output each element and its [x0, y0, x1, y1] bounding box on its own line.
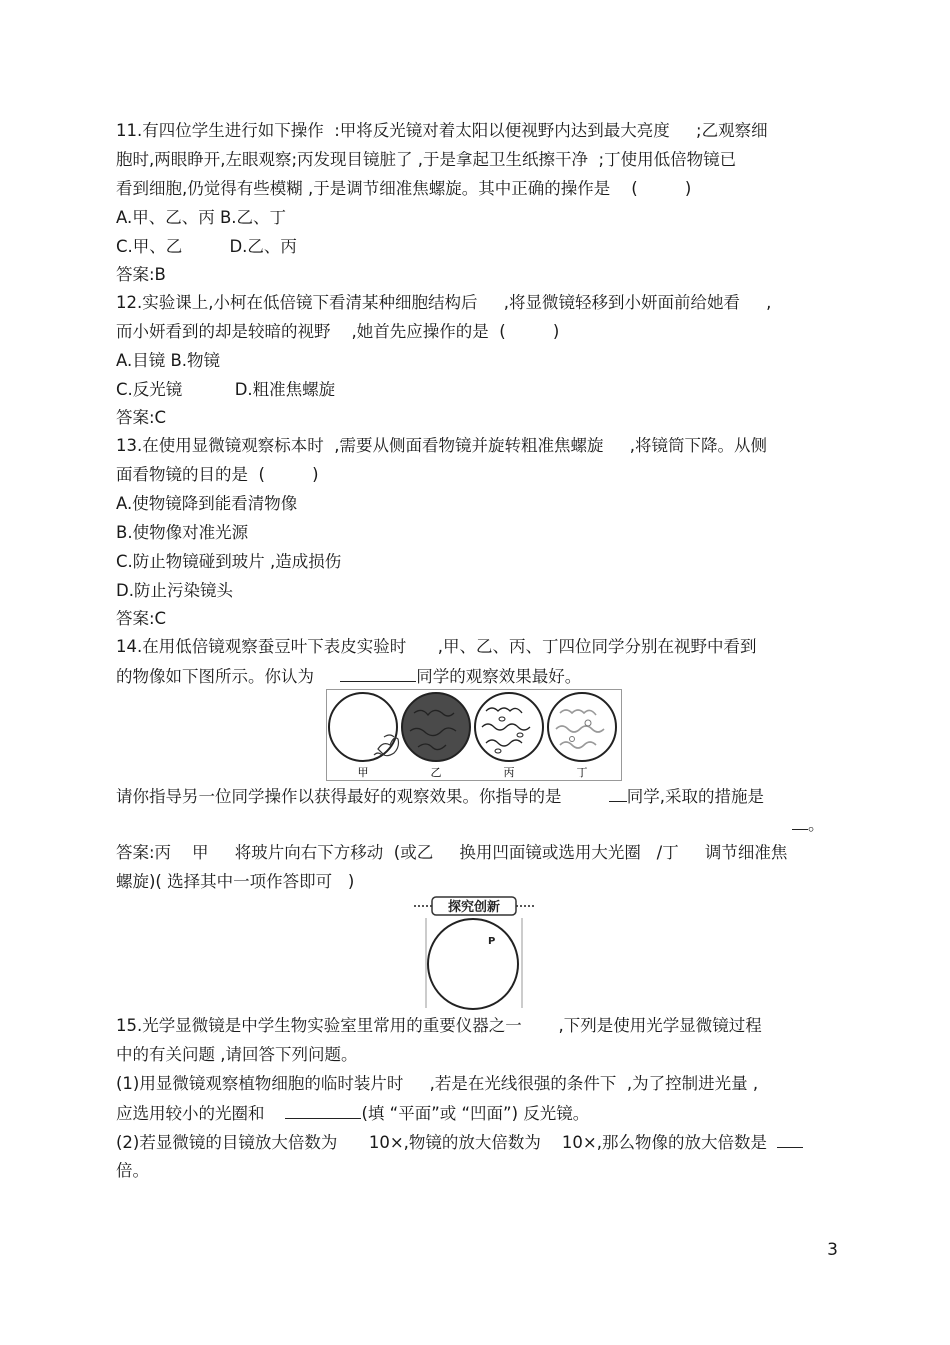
- label-ding: 丁: [576, 766, 588, 779]
- view-jia: [329, 693, 399, 761]
- q11-line-1: 11.有四位学生进行如下操作 :甲将反光镜对着太阳以便视野内达到最大亮度 ;乙观察细: [116, 121, 768, 140]
- answer-blank: [340, 665, 416, 682]
- page-number: 3: [827, 1240, 838, 1260]
- answer-blank: [777, 1131, 803, 1148]
- field-of-view-circle: [428, 919, 518, 1009]
- q14-answer-line-1: 答案:丙 甲 将玻片向右下方移动 (或乙 换用凹面镜或选用大光圈 /丁 调节细准焦: [116, 843, 788, 862]
- q13-answer: 答案:C: [116, 609, 167, 628]
- label-bing: 丙: [503, 766, 515, 779]
- q12-options-cd: C.反光镜 D.粗准焦螺旋: [116, 380, 336, 399]
- q12-line-1: 12.实验课上,小柯在低倍镜下看清某种细胞结构后 ,将显微镜轻移到小妍面前给她看 ,: [116, 293, 772, 312]
- q13-line-2: 面看物镜的目的是 ( ): [116, 465, 319, 484]
- answer-blank: [285, 1102, 361, 1119]
- q15-part2-line-1: (2)若显微镜的目镜放大倍数为 10×,物镜的放大倍数为 10×,那么物像的放大倍数是: [116, 1131, 803, 1154]
- q11-line-2: 胞时,两眼睁开,左眼观察;丙发现目镜脏了 ,于是拿起卫生纸擦干净 ;丁使用低倍物镜已: [116, 150, 737, 169]
- q11-options-cd: C.甲、乙 D.乙、丙: [116, 237, 297, 256]
- answer-blank: [792, 813, 808, 830]
- q15-part2-line-2: 倍。: [116, 1161, 149, 1180]
- q12-line-2: 而小妍看到的却是较暗的视野 ,她首先应操作的是 ( ): [116, 322, 560, 341]
- q15-line-1: 15.光学显微镜是中学生物实验室里常用的重要仪器之一 ,下列是使用光学显微镜过程: [116, 1016, 762, 1035]
- view-ding: [548, 693, 616, 761]
- q12-options-ab: A.目镜 B.物镜: [116, 351, 221, 370]
- q15-part1-line-2: 应选用较小的光圈和 (填 “平面”或 “凹面”) 反光镜。: [116, 1104, 590, 1123]
- q14-line-1: 14.在用低倍镜观察蚕豆叶下表皮实验时 ,甲、乙、丙、丁四位同学分别在视野中看到: [116, 637, 757, 656]
- answer-blank: [609, 785, 627, 802]
- microscope-views-figure: [326, 689, 622, 781]
- q15-part1-line-1: (1)用显微镜观察植物细胞的临时装片时 ,若是在光线很强的条件下 ,为了控制进光量 ,: [116, 1074, 759, 1093]
- banner-label: 探究创新: [447, 900, 501, 915]
- point-label: P: [488, 936, 496, 947]
- q14-answer-line-2: 螺旋)( 选择其中一项作答即可 ): [116, 872, 355, 891]
- q13-option-b: B.使物像对准光源: [116, 523, 249, 542]
- exploration-banner-figure: [412, 894, 536, 1010]
- q11-answer: 答案:B: [116, 265, 166, 284]
- q11-line-3: 看到细胞,仍觉得有些模糊 ,于是调节细准焦螺旋。其中正确的操作是 ( ): [116, 179, 692, 198]
- label-yi: 乙: [430, 766, 442, 779]
- view-bing: [475, 693, 543, 761]
- q13-option-c: C.防止物镜碰到玻片 ,造成损伤: [116, 552, 342, 571]
- q15-line-2: 中的有关问题 ,请回答下列问题。: [116, 1045, 358, 1064]
- q13-line-1: 13.在使用显微镜观察标本时 ,需要从侧面看物镜并旋转粗准焦螺旋 ,将镜筒下降。从侧: [116, 436, 767, 455]
- q13-option-a: A.使物镜降到能看清物像: [116, 494, 298, 513]
- q14-line-2: 的物像如下图所示。你认为 同学的观察效果最好。: [116, 667, 582, 686]
- view-yi: [402, 693, 470, 761]
- q14-line-4: 。: [792, 813, 825, 836]
- q12-answer: 答案:C: [116, 408, 167, 427]
- q14-line-3: 请你指导另一位同学操作以获得最好的观察效果。你指导的是 同学,采取的措施是: [116, 787, 764, 806]
- q11-options-ab: A.甲、乙、丙 B.乙、丁: [116, 208, 287, 227]
- label-jia: 甲: [357, 766, 369, 779]
- q13-option-d: D.防止污染镜头: [116, 581, 233, 600]
